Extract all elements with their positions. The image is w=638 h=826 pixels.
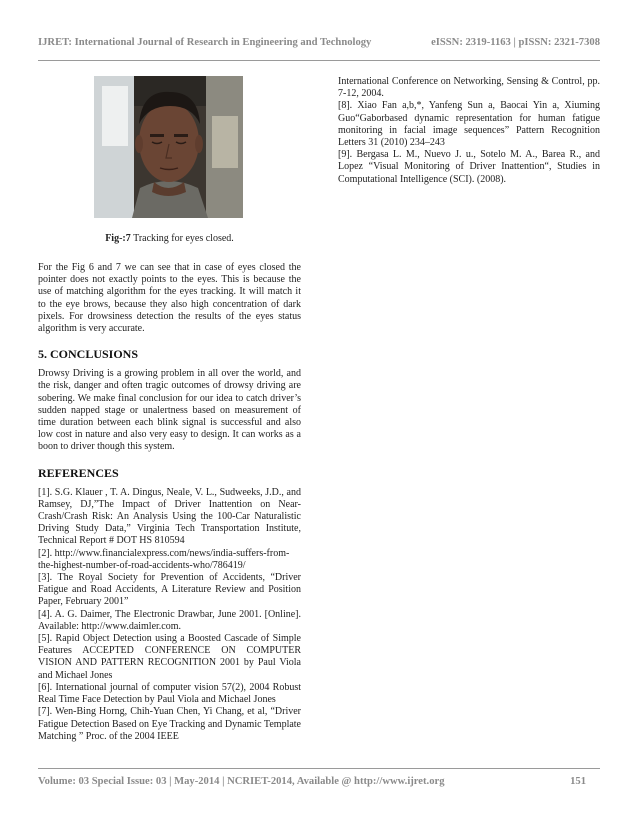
reference-item: [6]. International journal of computer vision 57(2), 2004 Robust Real Time Face Detection by Paul Viola and Michael Jones	[38, 681, 301, 706]
reference-item: [4]. A. G. Daimer, The Electronic Drawbar, June 2001. [Online]. Available: http://www.daimler.com.	[38, 608, 301, 632]
footer-rule	[38, 768, 600, 769]
reference-item: [7]. Wen-Bing Horng, Chih-Yuan Chen, Yi Chang, et al, “Driver Fatigue Detection Based on Eye Tracking and Dynamic Template Matching ” Proc. of the 2004 IEEE	[38, 706, 301, 742]
figure-caption	[38, 233, 301, 244]
volume-info: Volume: 03 Special Issue: 03 | May-2014 | NCRIET-2014, Available @ http://www.ijret.org	[38, 776, 445, 787]
conclusions-paragraph: Drowsy Driving is a growing problem in all over the world, and the risk, danger and often tragic outcomes of drowsy driving are sobering. We make final conclusion for our idea to catch driver’s sudden napped stage or unalertness based on measurement of time duration between each blink signal is successful and also low cost in nature and also very easy to design. It can works as a boon to driver though this system.	[38, 368, 301, 453]
reference-item: [2]. http://www.financialexpress.com/news/india-suffers-from-the-highest-number-of-road-accidents-who/786419/	[38, 547, 290, 571]
reference-continuation: International Conference on Networking, Sensing & Control, pp. 7-12, 2004.	[338, 76, 600, 100]
issn-text: eISSN: 2319-1163 | pISSN: 2321-7308	[431, 37, 600, 48]
references-list-left	[38, 487, 301, 743]
reference-item: [9]. Bergasa L. M., Nuevo J. u., Sotelo M. A., Barea R., and Lopez “Visual Monitoring of Driver Inattention“, Studies in Computational Intelligence (SCI). (2008).	[338, 149, 600, 185]
journal-title: IJRET: International Journal of Research in Engineering and Technology	[38, 37, 372, 48]
figure-driver-eyes-closed	[94, 76, 243, 218]
reference-item: [3]. The Royal Society for Prevention of Accidents, “Driver Fatigue and Road Accidents, A Literature Review and Position Paper, February 2001”	[38, 572, 301, 608]
header-rule	[38, 60, 600, 61]
reference-item: [8]. Xiao Fan a,b,*, Yanfeng Sun a, Baocai Yin a, Xiuming Guo“Gaborbased dynamic representation for human fatigue monitoring in facial image sequences” Pattern Recognition Letters 31 (2010) 234–243	[338, 100, 600, 149]
page-number: 151	[570, 776, 586, 787]
reference-item: [5]. Rapid Object Detection using a Boosted Cascade of Simple Features ACCEPTED CONFERENCE ON COMPUTER VISION AND PATTERN RECOGNITION 2001 by Paul Viola and Michael Jones	[38, 633, 301, 681]
references-heading: REFERENCES	[38, 465, 119, 480]
figure-label: Fig-:7	[105, 233, 131, 244]
running-header	[38, 37, 600, 48]
body-paragraph: For the Fig 6 and 7 we can see that in case of eyes closed the pointer does not exactly points to the eyes. This is because the use of matching algorithm for the eyes tracking. It will match it to the eye brows, because they also high concentration of dark pixels. For drowsiness detection the results of the eyes status algorithm is very accurate.	[38, 262, 301, 335]
figure-caption-text: Tracking for eyes closed.	[130, 233, 234, 244]
running-footer	[38, 776, 600, 787]
right-column	[338, 76, 600, 186]
reference-item: [1]. S.G. Klauer , T. A. Dingus, Neale, V. L., Sudweeks, J.D., and Ramsey, DJ,”The Impact of Driver Inattention on Near-Crash/Crash Risk: An Analysis Using the 100-Car Naturalistic Driving Study Data,” Virginia Tech Transportation Institute, Technical Report # DOT HS 810594	[38, 486, 301, 547]
conclusions-heading: 5. CONCLUSIONS	[38, 347, 139, 362]
left-column	[38, 76, 301, 743]
